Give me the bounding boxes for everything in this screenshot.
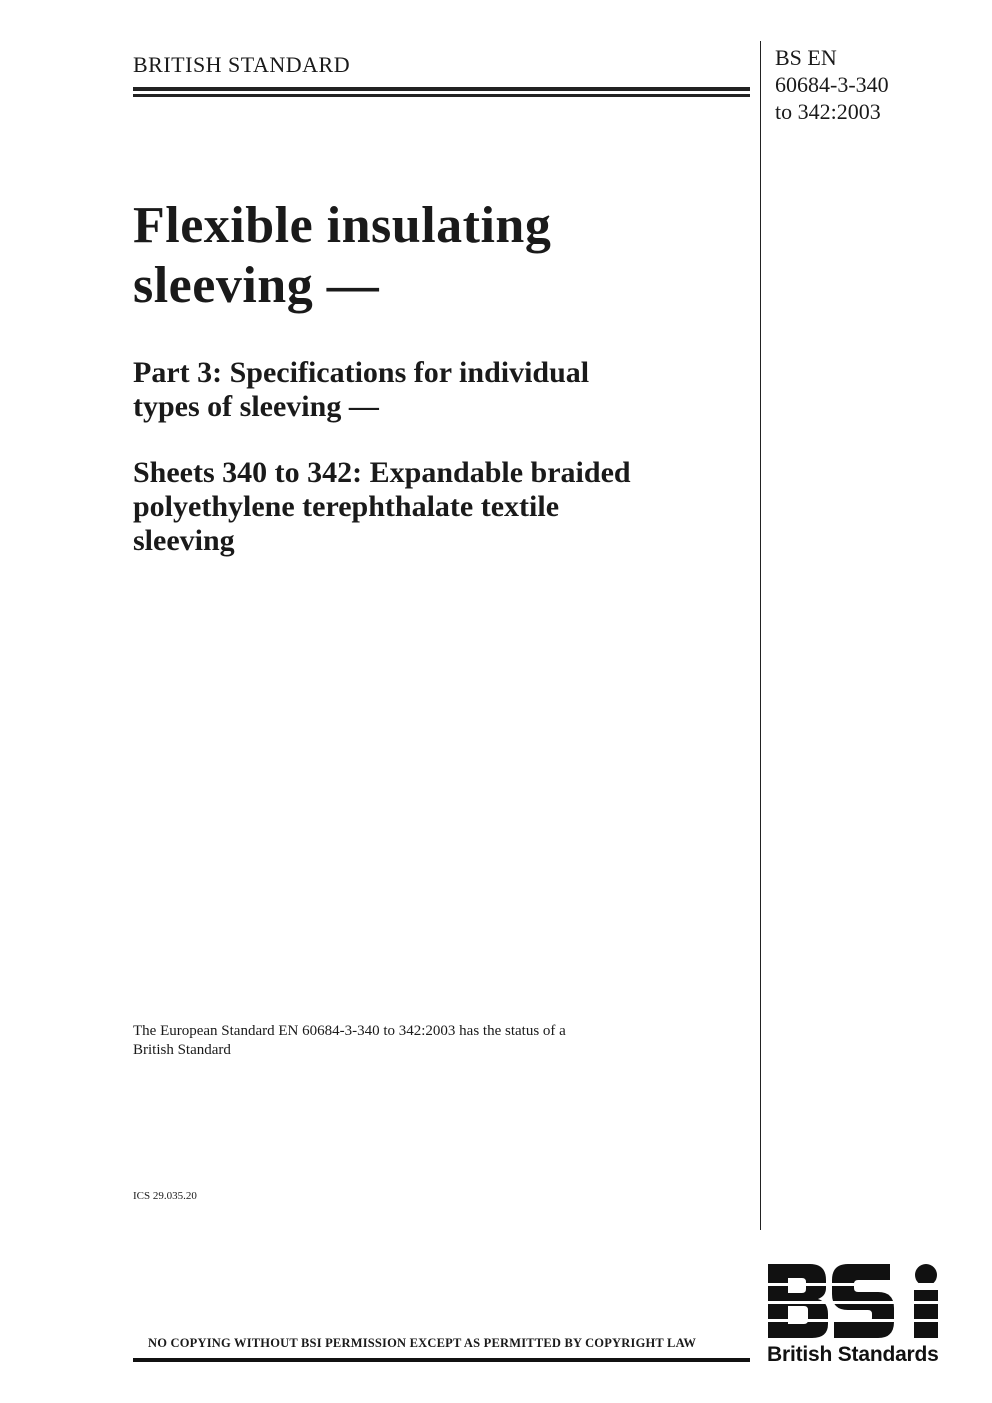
standard-number-line1: BS EN <box>775 45 837 70</box>
sheet-title <box>133 456 753 558</box>
part-title-line1: Part 3: Specifications for individual <box>133 356 590 389</box>
standard-number-line2: 60684-3-340 <box>775 72 889 97</box>
sheet-title-line1: Sheets 340 to 342: Expandable braided <box>133 456 631 489</box>
status-note <box>133 1022 743 1060</box>
copyright-notice: NO COPYING WITHOUT BSI PERMISSION EXCEPT AS PERMITTED BY COPYRIGHT LAW <box>148 1336 697 1350</box>
main-title-line1: Flexible insulating <box>133 197 552 254</box>
header-rules <box>133 87 750 97</box>
status-note-line1: The European Standard EN 60684-3-340 to 342:2003 has the status of a <box>133 1023 566 1039</box>
footer-rule <box>133 1358 750 1362</box>
series-label: BRITISH STANDARD <box>133 52 351 77</box>
bsi-wordmark: British Standards <box>767 1343 939 1366</box>
sheet-title-line3: sleeving <box>133 524 235 557</box>
header-rule-thin <box>133 94 750 97</box>
header-rule-thick <box>133 87 750 91</box>
status-note-line2: British Standard <box>133 1042 231 1058</box>
main-title <box>133 196 743 316</box>
part-title-line2: types of sleeving — <box>133 390 379 423</box>
bsi-letters-graphic <box>764 1264 946 1338</box>
part-title <box>133 356 753 424</box>
ics-code: ICS 29.035.20 <box>133 1190 197 1202</box>
main-title-line2: sleeving — <box>133 257 380 314</box>
vertical-divider <box>760 41 761 1230</box>
standard-number-line3: to 342:2003 <box>775 99 881 124</box>
standard-number <box>775 44 975 125</box>
sheet-title-line2: polyethylene terephthalate textile <box>133 490 560 523</box>
